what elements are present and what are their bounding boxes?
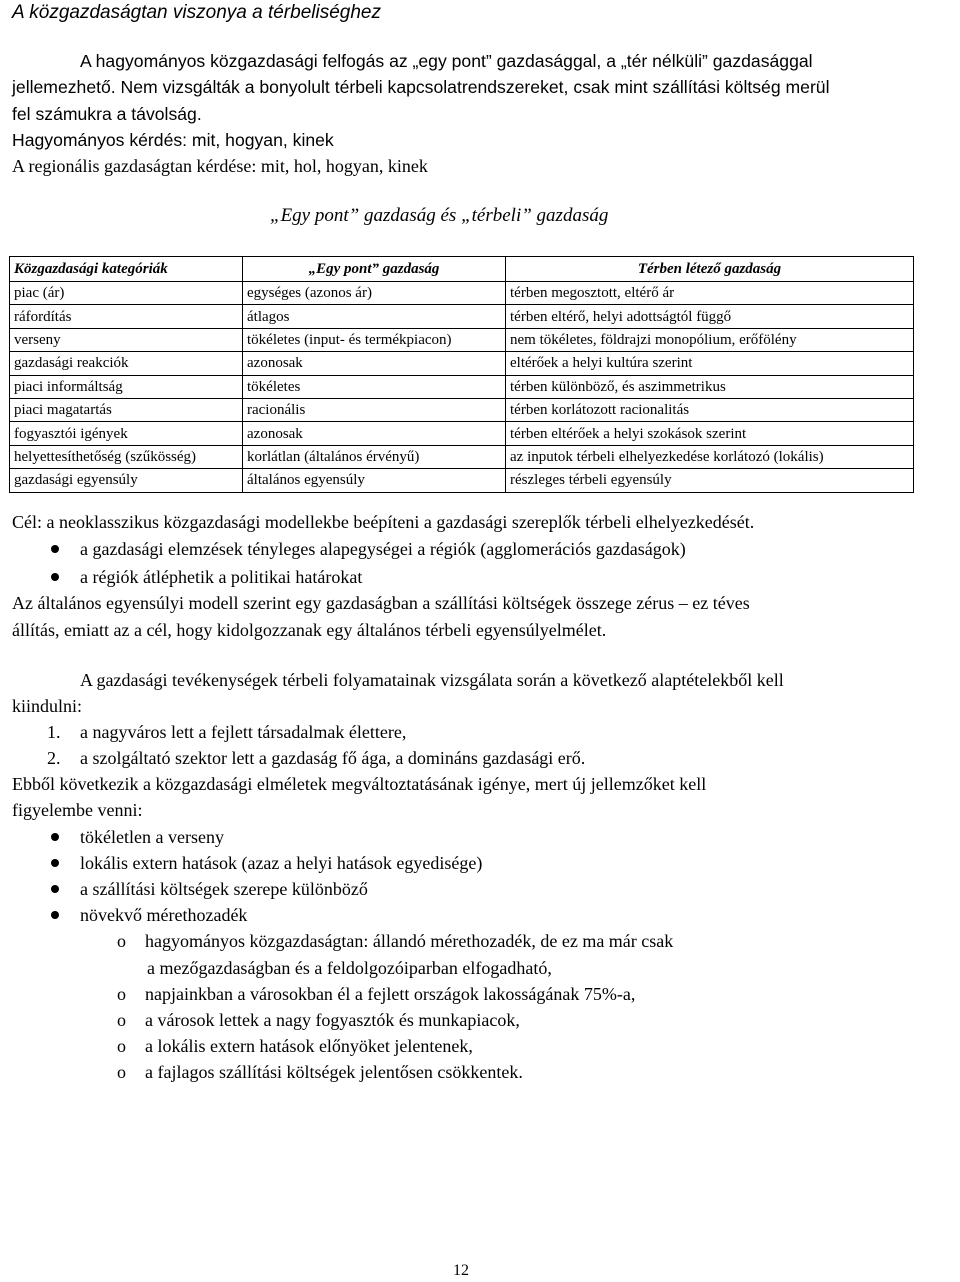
sub-bullet-2: napjainkban a városokban él a fejlett országok lakosságának 75%-a, — [145, 984, 636, 1004]
circle-bullet-icon: o — [117, 931, 126, 951]
header-categories: Közgazdasági kategóriák — [10, 257, 243, 282]
traditional-question: Hagyományos kérdés: mit, hogyan, kinek — [12, 130, 334, 150]
table-cell: azonosak — [243, 352, 506, 375]
bullet-dot-icon — [51, 833, 59, 841]
bullet-dot-icon — [51, 859, 59, 867]
goal-bullet-2: a régiók átléphetik a politikai határokat — [80, 567, 363, 587]
table-cell: racionális — [243, 398, 506, 421]
table-cell: az inputok térbeli elhelyezkedése korlátozó (lokális) — [506, 445, 914, 468]
circle-bullet-icon: o — [117, 1062, 126, 1082]
table-cell: térben különböző, és aszimmetrikus — [506, 375, 914, 398]
table-cell: nem tökéletes, földrajzi monopólium, erőfölény — [506, 328, 914, 351]
table-cell: piaci magatartás — [10, 398, 243, 421]
table-row — [10, 328, 914, 351]
table-cell: helyettesíthetőség (szűkösség) — [10, 445, 243, 468]
table-cell: piaci informáltság — [10, 375, 243, 398]
numbered-item-2: a szolgáltató szektor lett a gazdaság fő ága, a domináns gazdasági erő. — [80, 748, 586, 768]
conclusion-line-1: Ebből következik a közgazdasági elméletek megváltoztatásának igénye, mert új jellemzőket kell — [12, 774, 707, 794]
table-cell: piac (ár) — [10, 282, 243, 305]
comparison-table — [9, 256, 914, 493]
table-row — [10, 282, 914, 305]
table-row — [10, 305, 914, 328]
table-cell: fogyasztói igények — [10, 422, 243, 445]
table-row — [10, 469, 914, 492]
table-cell: térben eltérőek a helyi szokások szerint — [506, 422, 914, 445]
intro-line-2: jellemezhető. Nem vizsgálták a bonyolult térbeli kapcsolatrendszereket, csak mint szállítási költség merül — [12, 77, 830, 97]
bullet-dot-icon — [51, 911, 59, 919]
table-row — [10, 375, 914, 398]
bullet-dot-icon — [51, 573, 59, 581]
table-cell: tökéletes (input- és termékpiacon) — [243, 328, 506, 351]
equilibrium-line-1: Az általános egyensúlyi modell szerint egy gazdaságban a szállítási költségek összege zérus – ez téves — [12, 593, 750, 613]
bullet-dot-icon — [51, 545, 59, 553]
sub-bullet-5: a fajlagos szállítási költségek jelentősen csökkentek. — [145, 1062, 523, 1082]
table-cell: részleges térbeli egyensúly — [506, 469, 914, 492]
table-cell: gazdasági reakciók — [10, 352, 243, 375]
activities-line-1: A gazdasági tevékenységek térbeli folyamatainak vizsgálata során a következő alaptételekből kell — [80, 670, 784, 690]
activities-line-2: kiindulni: — [12, 696, 83, 716]
intro-line-3: fel számukra a távolság. — [12, 104, 202, 124]
table-cell: térben korlátozott racionalitás — [506, 398, 914, 421]
header-spatial: Térben létező gazdaság — [506, 257, 914, 282]
circle-bullet-icon: o — [117, 984, 126, 1004]
numbered-item-1: a nagyváros lett a fejlett társadalmak élettere, — [80, 722, 407, 742]
table-cell: azonosak — [243, 422, 506, 445]
goal-text: Cél: a neoklasszikus közgazdasági modellekbe beépíteni a gazdasági szereplők térbeli elhelyezkedését. — [12, 512, 755, 532]
sub-bullet-1-line-1: hagyományos közgazdaságtan: állandó mérethozadék, de ez ma már csak — [145, 931, 674, 951]
goal-bullet-1: a gazdasági elemzések tényleges alapegységei a régiók (agglomerációs gazdaságok) — [80, 539, 686, 559]
table-cell: tökéletes — [243, 375, 506, 398]
regional-question: A regionális gazdaságtan kérdése: mit, hol, hogyan, kinek — [12, 156, 428, 176]
sub-bullet-4: a lokális extern hatások előnyöket jelentenek, — [145, 1036, 473, 1056]
table-cell: verseny — [10, 328, 243, 351]
conclusion-line-2: figyelembe venni: — [12, 800, 143, 820]
table-cell: gazdasági egyensúly — [10, 469, 243, 492]
table-cell: eltérőek a helyi kultúra szerint — [506, 352, 914, 375]
table-header-row — [10, 257, 914, 282]
table-row — [10, 445, 914, 468]
table-row — [10, 352, 914, 375]
page-title: A közgazdaságtan viszonya a térbeliséghez — [12, 2, 381, 23]
table-cell: ráfordítás — [10, 305, 243, 328]
numbered-marker-1: 1. — [47, 722, 61, 742]
table-row — [10, 398, 914, 421]
table-cell: térben megosztott, eltérő ár — [506, 282, 914, 305]
table-row — [10, 422, 914, 445]
sub-bullet-1-line-2: a mezőgazdaságban és a feldolgozóiparban elfogadható, — [147, 958, 552, 978]
intro-line-1: A hagyományos közgazdasági felfogás az „egy pont” gazdasággal, a „tér nélküli” gazdasággal — [80, 51, 813, 71]
table-cell: általános egyensúly — [243, 469, 506, 492]
conclusion-bullet-2: lokális extern hatások (azaz a helyi hatások egyedisége) — [80, 853, 483, 873]
circle-bullet-icon: o — [117, 1036, 126, 1056]
bullet-dot-icon — [51, 885, 59, 893]
conclusion-bullet-3: a szállítási költségek szerepe különböző — [80, 879, 368, 899]
numbered-marker-2: 2. — [47, 748, 61, 768]
header-one-point: „Egy pont” gazdaság — [243, 257, 506, 282]
circle-bullet-icon: o — [117, 1010, 126, 1030]
conclusion-bullet-4: növekvő mérethozadék — [80, 905, 248, 925]
conclusion-bullet-1: tökéletlen a verseny — [80, 827, 224, 847]
sub-bullet-3: a városok lettek a nagy fogyasztók és munkapiacok, — [145, 1010, 520, 1030]
page-number: 12 — [453, 1262, 469, 1279]
table-cell: átlagos — [243, 305, 506, 328]
table-cell: térben eltérő, helyi adottságtól függő — [506, 305, 914, 328]
equilibrium-line-2: állítás, emiatt az a cél, hogy kidolgozzanak egy általános térbeli egyensúlyelmélet. — [12, 620, 607, 640]
table-cell: egységes (azonos ár) — [243, 282, 506, 305]
table-cell: korlátlan (általános érvényű) — [243, 445, 506, 468]
table-title: „Egy pont” gazdaság és „térbeli” gazdaság — [270, 205, 609, 226]
